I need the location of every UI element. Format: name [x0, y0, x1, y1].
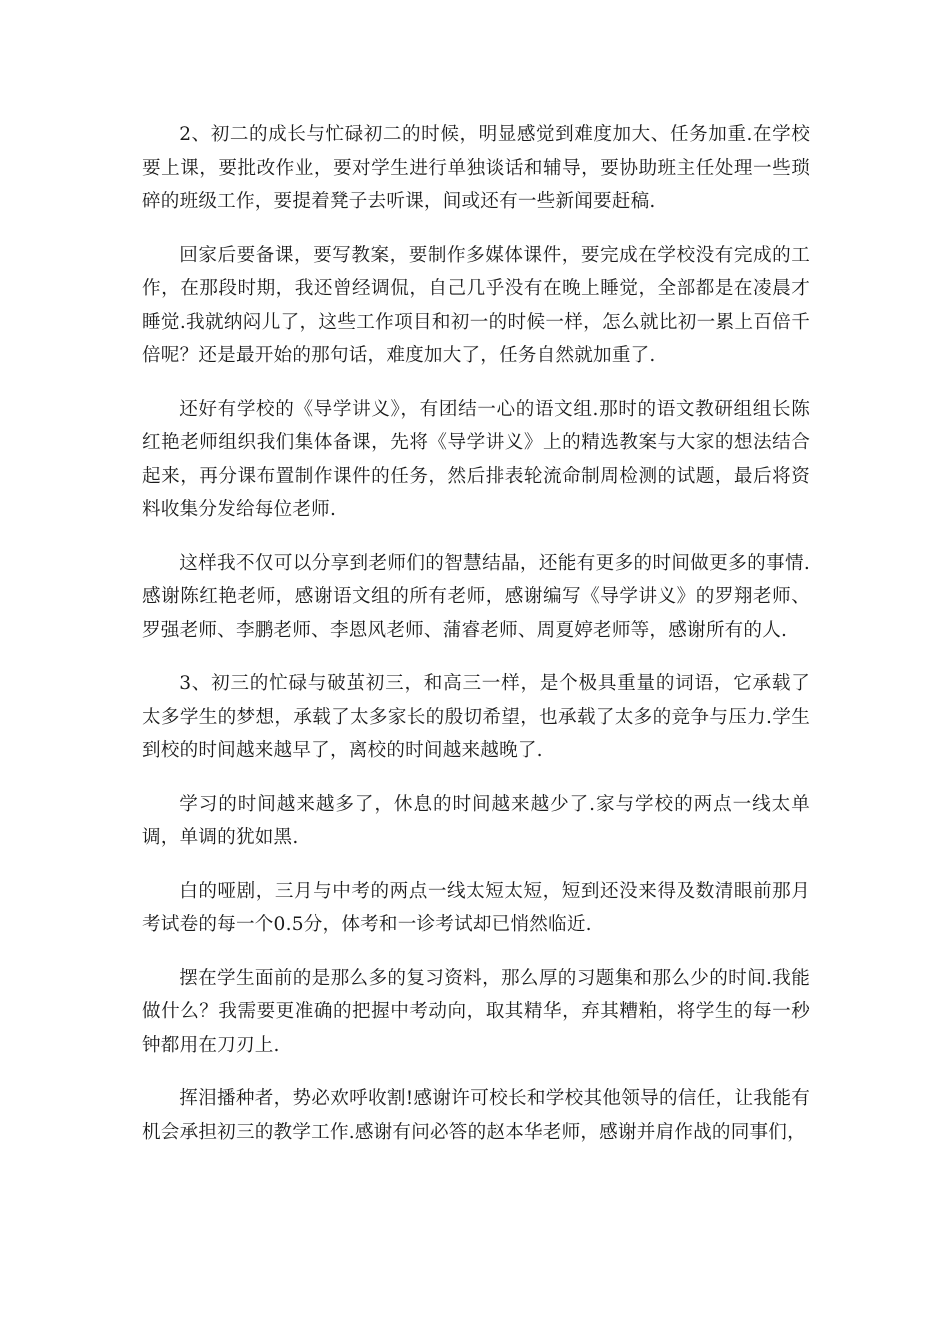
paragraph-harvest: 挥泪播种者，势必欢呼收割!感谢许可校长和学校其他领导的信任，让我能有机会承担初三的教学工作.感谢有问必答的赵本华老师，感谢并肩作战的同事们，: [142, 1088, 810, 1143]
paragraph-mime: 白的哑剧，三月与中考的两点一线太短太短，短到还没来得及数清眼前那月考试卷的每一个0.5分，体考和一诊考试却已悄然临近.: [142, 880, 810, 935]
paragraph-thanks-teachers: 这样我不仅可以分享到老师们的智慧结晶，还能有更多的时间做更多的事情.感谢陈红艳老师，感谢语文组的所有老师，感谢编写《导学讲义》的罗翔老师、罗强老师、李鹏老师、李恩风老师、蒲睿老师、周夏婷老师等，感谢所有的人.: [142, 552, 810, 641]
document-body: [142, 118, 810, 1169]
paragraph-home-workload: 回家后要备课，要写教案，要制作多媒体课件，要完成在学校没有完成的工作，在那段时期，我还曾经调侃，自己几乎没有在晚上睡觉，全部都是在凌晨才睡觉.我就纳闷儿了，这些工作项目和初一的时候一样，怎么就比初一累上百倍千倍呢？还是最开始的那句话，难度加大了，任务自然就加重了.: [142, 244, 810, 366]
paragraph-study-guide: 还好有学校的《导学讲义》，有团结一心的语文组.那时的语文教研组组长陈红艳老师组织我们集体备课，先将《导学讲义》上的精选教案与大家的想法结合起来，再分课布置制作课件的任务，然后排表轮流命制周检测的试题，最后将资料收集分发给每位老师.: [142, 398, 810, 520]
paragraph-study-time: 学习的时间越来越多了，休息的时间越来越少了.家与学校的两点一线太单调，单调的犹如黑.: [142, 793, 810, 848]
paragraph-grade-three: 3、初三的忙碌与破茧初三，和高三一样，是个极具重量的词语，它承载了太多学生的梦想，承载了太多家长的殷切希望，也承载了太多的竞争与压力.学生到校的时间越来越早了，离校的时间越来越晚了.: [142, 673, 810, 761]
paragraph-review-materials: 摆在学生面前的是那么多的复习资料，那么厚的习题集和那么少的时间.我能做什么？我需要更准确的把握中考动向，取其精华，弃其糟粕，将学生的每一秒钟都用在刀刃上.: [142, 967, 810, 1056]
paragraph-grade-two-growth: 2、初二的成长与忙碌初二的时候，明显感觉到难度加大、任务加重.在学校要上课，要批改作业，要对学生进行单独谈话和辅导，要协助班主任处理一些琐碎的班级工作，要提着凳子去听课，间或还有一些新闻要赶稿.: [142, 124, 810, 212]
